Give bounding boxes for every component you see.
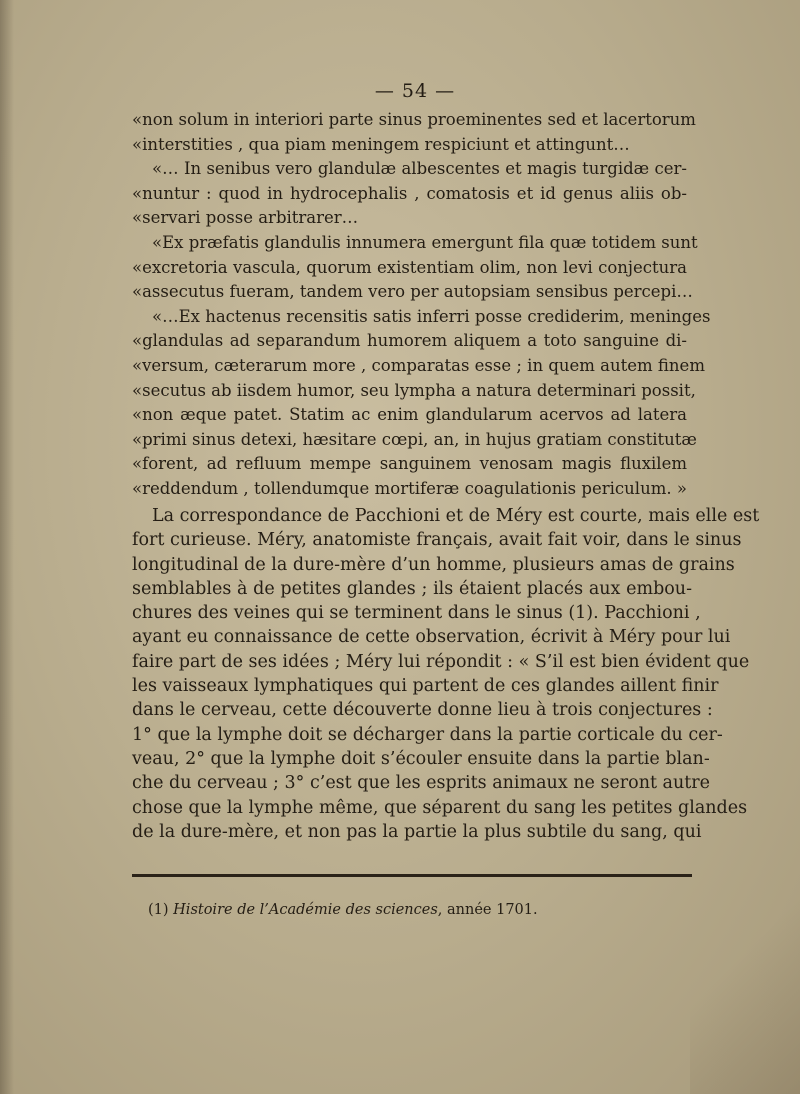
text-line: veau, 2° que la lymphe doit s’écouler ensuite dans la partie blan-: [132, 748, 710, 769]
text-line: «forent, ad refluum mempe sanguinem venosam magis fluxilem: [132, 454, 687, 474]
text-line: semblables à de petites glandes ; ils étaient placés aux embou-: [132, 578, 692, 599]
text-line: «glandulas ad separandum humorem aliquem a toto sanguine di-: [132, 331, 687, 351]
footnote-title: Histoire de l’Académie des sciences: [173, 902, 438, 918]
text-line: «secutus ab iisdem humor, seu lympha a natura determinari possit,: [132, 380, 696, 400]
text-line: «nuntur : quod in hydrocephalis , comatosis et id genus aliis ob-: [132, 183, 687, 203]
text-line: chures des veines qui se terminent dans le sinus (1). Pacchioni ,: [132, 603, 701, 624]
page-number: — 54 —: [374, 80, 456, 102]
text-line: les vaisseaux lymphatiques qui partent de ces glandes aillent finir: [132, 676, 719, 697]
text-line: «reddendum , tollendumque mortiferæ coagulationis periculum. »: [132, 478, 687, 498]
text-line: ayant eu connaissance de cette observation, écrivit à Méry pour lui: [132, 627, 731, 648]
paper-stain: [690, 874, 800, 1094]
text-line: dans le cerveau, cette découverte donne lieu à trois conjectures :: [132, 700, 713, 721]
latin-quotation: [132, 108, 711, 502]
footnote-marker: (1): [148, 902, 169, 918]
text-line: de la dure-mère, et non pas la partie la plus subtile du sang, qui: [132, 821, 702, 842]
footnote-rest: , année 1701.: [437, 902, 538, 918]
text-line: «non æque patet. Statim ac enim glandularum acervos ad latera: [132, 405, 687, 425]
text-line: «…Ex hactenus recensitis satis inferri posse crediderim, meninges: [152, 306, 711, 326]
text-line: longitudinal de la dure-mère d’un homme, plusieurs amas de grains: [132, 554, 735, 575]
text-line: faire part de ses idées ; Méry lui répondit : « S’il est bien évident que: [132, 651, 750, 672]
text-line: fort curieuse. Méry, anatomiste français, avait fait voir, dans le sinus: [132, 530, 742, 551]
french-paragraph: [132, 504, 760, 844]
text-line: «assecutus fueram, tandem vero per autopsiam sensibus percepi…: [132, 282, 693, 302]
text-line: «interstities , qua piam meningem respiciunt et attingunt…: [132, 134, 630, 154]
page-edge-shadow: [0, 0, 14, 1094]
text-line: «excretoria vascula, quorum existentiam olim, non levi conjectura: [132, 257, 687, 277]
text-line: chose que la lymphe même, que séparent du sang les petites glandes: [132, 797, 748, 818]
text-line: «Ex præfatis glandulis innumera emergunt fila quæ totidem sunt: [152, 232, 698, 252]
text-line: che du cerveau ; 3° c’est que les esprits animaux ne seront autre: [132, 773, 711, 794]
text-line: «non solum in interiori parte sinus proeminentes sed et lacertorum: [132, 110, 696, 129]
text-line: «primi sinus detexi, hæsitare cœpi, an, in hujus gratiam constitutæ: [132, 429, 697, 449]
text-line: «… In senibus vero glandulæ albescentes et magis turgidæ cer-: [152, 159, 687, 179]
text-line: «servari posse arbitrarer…: [132, 208, 359, 228]
text-line: La correspondance de Pacchioni et de Méry est courte, mais elle est: [152, 506, 760, 526]
text-line: 1° que la lymphe doit se décharger dans la partie corticale du cer-: [132, 724, 723, 745]
footnote-divider: [132, 874, 692, 877]
text-line: «versum, cæterarum more , comparatas esse ; in quem autem finem: [132, 355, 705, 375]
footnote: [148, 902, 538, 918]
